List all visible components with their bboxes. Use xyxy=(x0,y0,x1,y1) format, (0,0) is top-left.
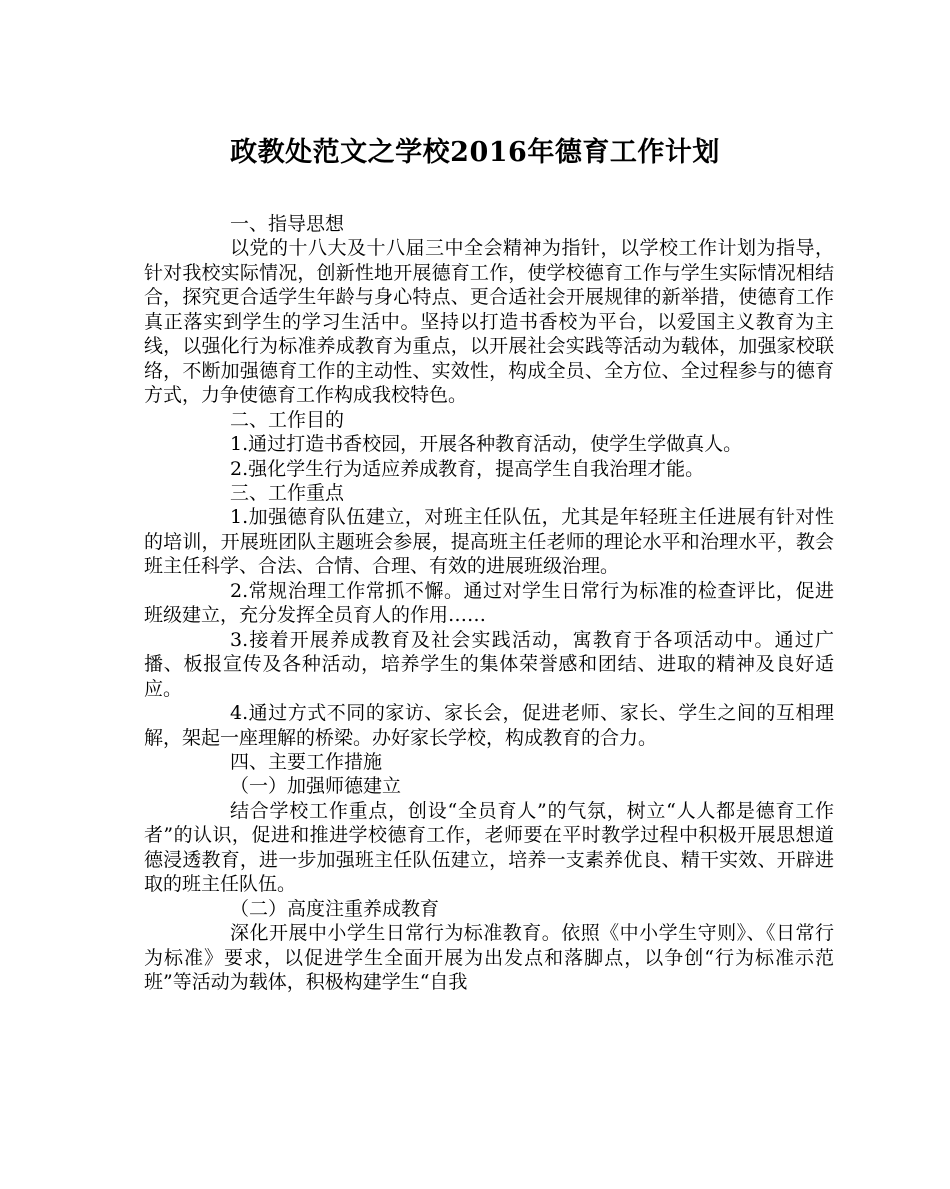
list-item: 4.通过方式不同的家访、家长会，促进老师、家长、学生之间的互相理解，架起一座理解的桥梁。办好家长学校，构成教育的合力。 xyxy=(144,702,834,749)
paragraph: 深化开展中小学生日常行为标准教育。依照《中小学生守则》、《日常行为标准》要求，以促进学生全面开展为出发点和落脚点，以争创“行为标准示范班”等活动为载体，积极构建学生“自我 xyxy=(144,922,834,994)
subsection-heading-2: （二）高度注重养成教育 xyxy=(230,897,440,920)
document-title: 政教处范文之学校2016年德育工作计划 xyxy=(230,137,720,168)
subsection-heading-1: （一）加强师德建立 xyxy=(230,775,402,798)
list-item: 2.强化学生行为适应养成教育，提高学生自我治理才能。 xyxy=(230,457,705,480)
paragraph: 结合学校工作重点，创设“全员育人”的气氛，树立“人人都是德育工作者”的认识，促进和推进学校德育工作，老师要在平时教学过程中积极开展思想道德浸透教育，进一步加强班主任队伍建立，培养一支素养优良、精干实效、开辟进取的班主任队伍。 xyxy=(144,799,834,896)
section-heading-4: 四、主要工作措施 xyxy=(230,750,383,773)
paragraph: 以党的十八大及十八届三中全会精神为指针，以学校工作计划为指导，针对我校实际情况，创新性地开展德育工作，使学校德育工作与学生实际情况相结合，探究更合适学生年龄与身心特点、更合适社会开展规律的新举措，使德育工作真正落实到学生的学习生活中。坚持以打造书香校为平台，以爱国主义教育为主线，以强化行为标准养成教育为重点，以开展社会实践等活动为载体，加强家校联络，不断加强德育工作的主动性、实效性，构成全员、全方位、全过程参与的德育方式，力争使德育工作构成我校特色。 xyxy=(144,237,834,407)
list-item: 2.常规治理工作常抓不懈。通过对学生日常行为标准的检查评比，促进班级建立，充分发挥全员育人的作用…… xyxy=(144,579,834,627)
section-heading-2: 二、工作目的 xyxy=(230,408,345,431)
list-item: 1.通过打造书香校园，开展各种教育活动，使学生学做真人。 xyxy=(230,433,743,456)
section-heading-3: 三、工作重点 xyxy=(230,481,345,504)
section-heading-1: 一、指导思想 xyxy=(230,213,345,235)
document-body xyxy=(144,212,834,995)
list-item: 1.加强德育队伍建立，对班主任队伍，尤其是年轻班主任进展有针对性的培训，开展班团队主题班会参展，提高班主任老师的理论水平和治理水平，教会班主任科学、合法、合情、合理、有效的进展班级治理。 xyxy=(144,506,834,578)
list-item: 3.接着开展养成教育及社会实践活动，寓教育于各项活动中。通过广播、板报宣传及各种活动，培养学生的集体荣誉感和团结、进取的精神及良好适应。 xyxy=(144,628,834,700)
